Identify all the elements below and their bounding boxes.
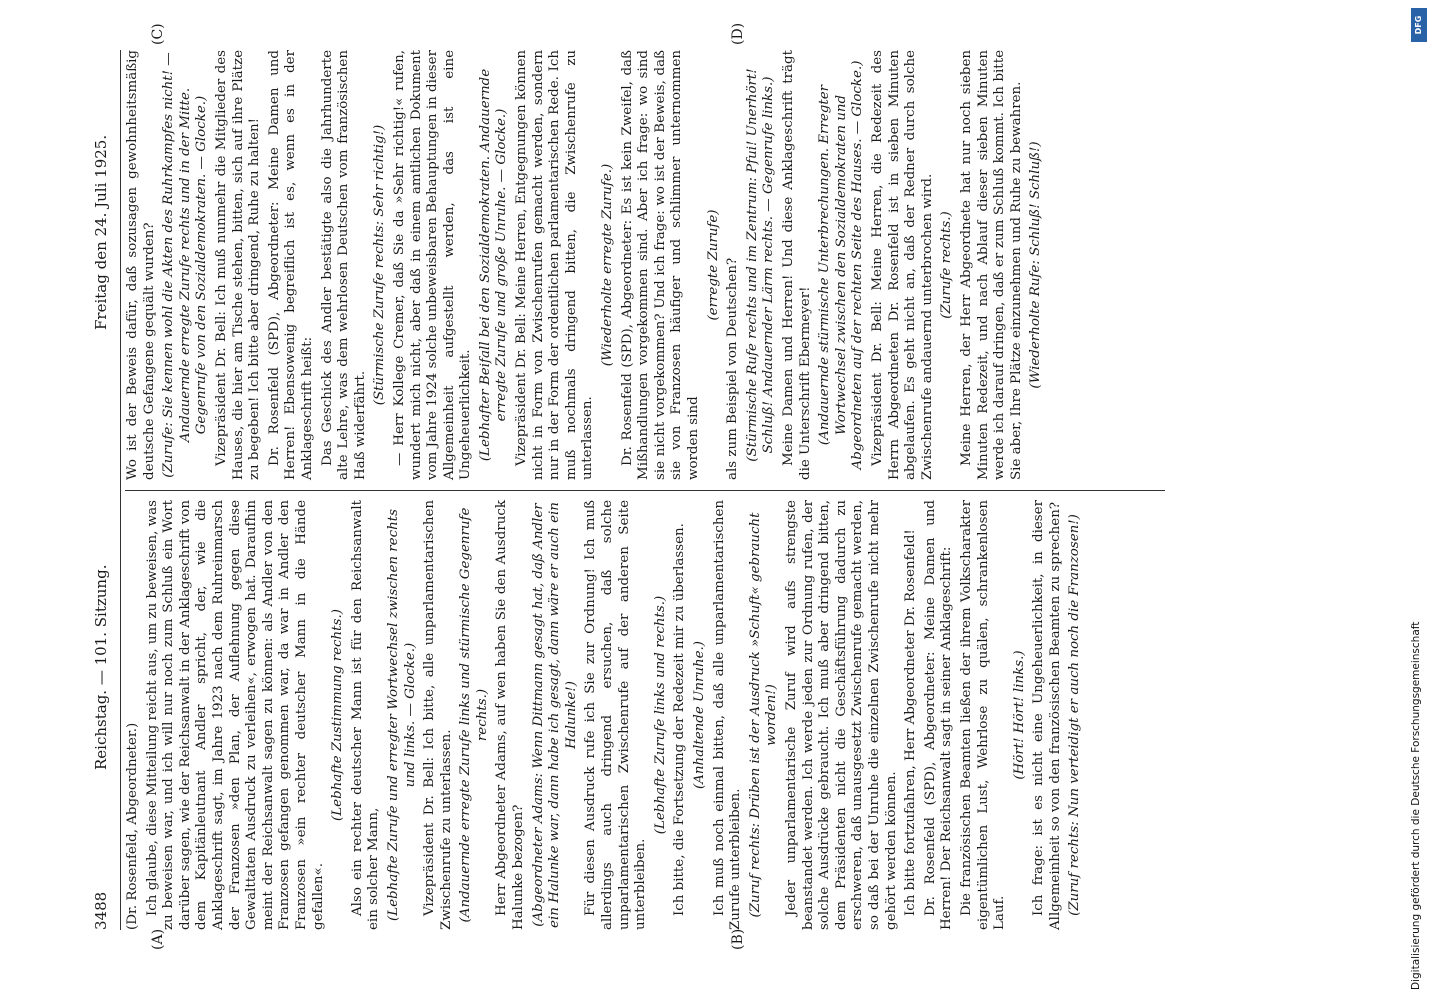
page-number: 3488	[92, 891, 110, 930]
paragraph: Herr Abgeordneter Adams, auf wen haben Sie den Ausdruck Halunke bezogen?	[494, 500, 527, 930]
interjection: (Abgeordneter Adams: Wenn Dittmann gesagt hat, daß Andler ein Halunke war, dann habe ich gesagt, dann wäre er auch ein Halunke!)	[530, 502, 579, 928]
interjection: (Zuruf rechts: Drüben ist der Ausdruck »Schuft« gebraucht worden!)	[747, 512, 780, 918]
paragraph: Ich frage: ist es nicht eine Ungeheuerlichkeit, in dieser Allgemeinheit so von den französischen Beamten zu sprechen?	[1031, 500, 1063, 930]
interjection: (erregte Zurufe)	[705, 209, 721, 321]
interjection: (Andauernde stürmische Unterbrechungen. Erregter Wortwechsel zwischen den Sozialdemokraten und Abgeordneten auf der rechten Seite des Hauses. — Glocke.)	[817, 60, 866, 470]
interjection: (Lebhafte Zurufe links und rechts.)	[652, 595, 668, 835]
paragraph: Meine Damen und Herren! Und diese Anklageschrift trägt die Unterschrift Ebermeyer!	[780, 50, 813, 480]
paragraph: Also ein rechter deutscher Mann ist für den Reichsanwalt ein solcher Mann,	[349, 500, 382, 930]
interjection: (Stürmische Zurufe rechts: Sehr richtig!)	[372, 124, 388, 406]
paragraph: Jeder unparlamentarische Zuruf wird aufs strengste beanstandet werden. Ich werde jeden zur Ordnung rufen, der solche Ausdrücke gebraucht. Ich muß aber dringend bitten, dem Präsidenten nicht die Geschäftsführung dadurch zu erschweren, daß unausgesetzt Zwischenrufe gemacht werden, so daß bei der Unruhe die einzelnen Zwischenrufe nicht mehr gehört werden können.	[783, 500, 899, 930]
paragraph: Ich bitte fortzufahren, Herr Abgeordneter Dr. Rosenfeld!	[903, 529, 919, 916]
header-rule	[120, 50, 121, 930]
page-header	[88, 70, 118, 930]
margin-mark-d: (D)	[730, 22, 746, 45]
paragraph: Dr. Rosenfeld (SPD), Abgeordneter: Meine Damen und Herren! Der Reichsanwalt sagt in seiner Anklageschrift:	[922, 500, 955, 930]
paragraph: Vizepräsident Dr. Bell: Ich muß nunmehr die Mitglieder des Hauses, die hier am Tische stehen, bitten, sich auf ihre Plätze zu begeben! Ich bitte aber dringend, Ruhe zu halten!	[213, 50, 263, 480]
paragraph: Dr. Rosenfeld (SPD), Abgeordneter: Es ist kein Zweifel, daß Mißhandlungen vorgekommen sind. Aber ich frage: wo sind sie nicht vorgekommen? Und ich frage: wo ist der Beweis, daß sie von Franzosen häufiger und schlimmer unternommen worden sind	[619, 50, 701, 480]
paragraph: Ich glaube, diese Mitteilung reicht aus, um zu beweisen, was zu beweisen war, und ich will nur noch zum Schluß ein Wort darüber sagen, wie der Reichsanwalt in der Anklageschrift von dem Kapitänleutnant Andler spricht, der, wie die Anklageschrift sagt, im Jahre 1923 nach dem Ruhreinmarsch der Franzosen »den Plan, der Auflehnung gegen diese Gewalttaten Ausdruck zu verleihen«, erwogen hat. Daraufhin meint der Reichsanwalt sagen zu können: als Andler von den Franzosen gefangen genommen war, da war in Andler den Franzosen »ein rechter deutscher Mann in die Hände gefallen«.	[144, 500, 326, 930]
paragraph: Ich muß noch einmal bitten, daß alle unparlamentarischen Zurufe unterbleiben.	[711, 500, 744, 930]
margin-mark-c: (C)	[150, 23, 166, 45]
session-title: Reichstag. — 101. Sitzung.	[92, 564, 110, 770]
interjection: (Stürmische Rufe rechts und im Zentrum: Pfui! Unerhört! Schluß! Andauernder Lärm rechts. — Gegenrufe links.)	[744, 68, 777, 462]
interjection: (Lebhafter Beifall bei den Sozialdemokraten. Andauernde erregte Zurufe und große Unruhe. — Glocke.)	[477, 68, 510, 462]
paragraph: Die französischen Beamten ließen der ihrem Volkscharakter eigentümlichen Lust, Wehrlose zu quälen, schrankenlosen Lauf.	[958, 500, 1008, 930]
margin-mark-a: (A)	[150, 928, 166, 950]
paragraph: Ich bitte, die Fortsetzung der Redezeit mir zu überlassen.	[672, 523, 688, 916]
paragraph: Vizepräsident Dr. Bell: Ich bitte, alle unparlamentarischen Zwischenrufe zu unterlassen.	[422, 500, 454, 930]
interjection: (Wiederholte Rufe: Schluß! Schluß!)	[1028, 141, 1044, 389]
paragraph: Vizepräsident Dr. Bell: Meine Herren, Entgegnungen können nicht in Form von Zwischenrufen gemacht werden, sondern nur in der Form der ordentlichen parlamentarischen Rede. Ich muß nochmals dringend bitten, die Zwischenrufe zu unterlassen.	[514, 50, 596, 480]
paragraph: Meine Herren, der Herr Abgeordnete hat nur noch sieben Minuten Redezeit, und nach Ablauf dieser sieben Minuten werde ich darauf dringen, daß er zum Schluß kommt. Ich bitte Sie aber, Ihre Plätze einzunehmen und Ruhe zu bewahren.	[958, 50, 1024, 480]
interjection: (Wiederholte erregte Zurufe.)	[600, 163, 616, 367]
interjection: (Lebhafte Zurufe und erregter Wortwechsel zwischen rechts und links. — Glocke.)	[385, 509, 418, 921]
interjection: (Hört! Hört! links.)	[1011, 650, 1027, 780]
side-note	[1407, 10, 1425, 990]
interjection: (Zurufe rechts.)	[939, 211, 955, 319]
funding-note: Digitalisierung gefördert durch die Deutsche Forschungsgemeinschaft	[1410, 621, 1422, 990]
margin-mark-b: (B)	[730, 928, 746, 950]
paragraph: Dr. Rosenfeld (SPD), Abgeordneter: Meine Damen und Herren! Ebensowenig begreiflich ist es, wenn es in der Anklageschrift heißt:	[266, 50, 315, 480]
left-column	[125, 500, 1175, 930]
paragraph: Das Geschick des Andler bestätigte also die Jahrhunderte alte Lehre, was dem wehrlosen Deutschen vom französischen Haß widerfährt.	[319, 50, 368, 480]
paragraph: — Herr Kollege Cremer, daß Sie da »Sehr richtig!« rufen, wundert mich nicht, aber daß in einem amtlichen Dokument vom Jahre 1924 solche unbeweisbaren Behauptungen in dieser Allgemeinheit aufgestellt werden, das ist eine Ungeheuerlichkeit.	[391, 50, 474, 480]
dfg-logo-text: DFG	[1414, 15, 1423, 35]
interjection: (Lebhafte Zustimmung rechts.)	[330, 609, 346, 821]
interjection: (Zurufe: Sie kennen wohl die Akten des Ruhrkampfes nicht! — Andauernde erregte Zurufe rechts und in der Mitte. Gegenrufe von den Sozialdemokraten. — Glocke.)	[161, 52, 210, 478]
paragraph: (Dr. Rosenfeld, Abgeordneter.)	[125, 722, 140, 930]
paragraph: Vizepräsident Dr. Bell: Meine Herren, die Redezeit des Herrn Abgeordneten Dr. Rosenfeld ist in sieben Minuten abgelaufen. Es geht nicht an, daß der Redner durch solche Zwischenrufe andauernd unterbrochen wird.	[869, 50, 935, 480]
interjection: (Zuruf rechts: Nun verteidigt er auch noch die Franzosen!)	[1067, 514, 1083, 916]
paragraph: als zum Beispiel von Deutschen?	[725, 257, 741, 480]
right-column	[125, 50, 1175, 480]
interjection: (Anhaltende Unruhe.)	[692, 640, 707, 790]
paragraph: Für diesen Ausdruck rufe ich Sie zur Ordnung! Ich muß allerdings auch dringend ersuchen, daß solche unparlamentarischen Zwischenrufe auf der anderen Seite unterbleiben.	[583, 500, 649, 930]
paragraph: Wo ist der Beweis dafür, daß sozusagen gewohnheitsmäßig deutsche Gefangene gequält wurden?	[125, 50, 157, 480]
interjection: (Andauernde erregte Zurufe links und stürmische Gegenrufe rechts.)	[458, 507, 490, 923]
session-date: Freitag den 24. Juli 1925.	[92, 134, 110, 330]
column-rule	[125, 490, 1165, 491]
